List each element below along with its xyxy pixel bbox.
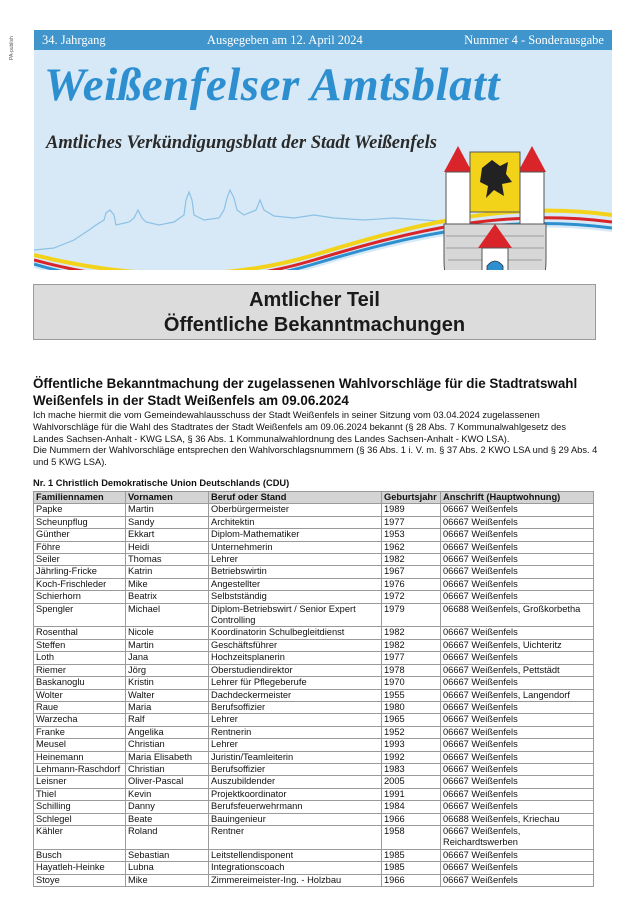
table-row — [34, 763, 594, 775]
cell-vorname: Thomas — [126, 554, 209, 566]
cell-familienname: Spengler — [34, 603, 126, 627]
cell-geburtsjahr: 1983 — [382, 763, 441, 775]
cell-vorname: Maria — [126, 701, 209, 713]
cell-anschrift: 06667 Weißenfels — [441, 862, 594, 874]
cell-vorname: Danny — [126, 801, 209, 813]
cell-anschrift: 06667 Weißenfels, Reichardtswerben — [441, 825, 594, 849]
cell-anschrift: 06688 Weißenfels, Kriechau — [441, 813, 594, 825]
cell-geburtsjahr: 1958 — [382, 825, 441, 849]
masthead-title: Weißenfelser Amtsblatt — [44, 59, 501, 111]
table-row — [34, 813, 594, 825]
cell-vorname: Jana — [126, 652, 209, 664]
cell-vorname: Christian — [126, 739, 209, 751]
intro-paragraph-1: Ich mache hiermit die vom Gemeindewahlausschuss der Stadt Weißenfels in seiner Sitzung vom 03.04.2024 zugelassenen Wahlvorschläge für die Wahl des Stadtrates der Stadt Weißenfels am 09.06.2024 bekannt (§ 28 Abs. 7 Kommunalwahlgesetz des Landes Sachsen-Anhalt - KWG LSA, § 36 Abs. 1 Kommunalwahlordnung des Landes Sachsen-Anhalt - KWO LSA). — [33, 410, 566, 444]
cell-anschrift: 06667 Weißenfels — [441, 566, 594, 578]
cell-anschrift: 06667 Weißenfels — [441, 541, 594, 553]
table-row — [34, 516, 594, 528]
coat-of-arms-icon — [440, 140, 550, 270]
cell-vorname: Ralf — [126, 714, 209, 726]
table-row — [34, 825, 594, 849]
cell-familienname: Thiel — [34, 788, 126, 800]
cell-familienname: Günther — [34, 529, 126, 541]
cell-familienname: Leisner — [34, 776, 126, 788]
table-row — [34, 664, 594, 676]
section-title-line2: Öffentliche Bekanntmachungen — [163, 314, 466, 336]
cell-anschrift: 06667 Weißenfels — [441, 739, 594, 751]
cell-vorname: Sebastian — [126, 849, 209, 861]
cell-vorname: Martin — [126, 639, 209, 651]
cell-anschrift: 06667 Weißenfels — [441, 726, 594, 738]
table-header-row — [34, 492, 594, 504]
table-row — [34, 504, 594, 516]
table-row — [34, 739, 594, 751]
cell-beruf: Unternehmerin — [209, 541, 382, 553]
cell-anschrift: 06667 Weißenfels — [441, 776, 594, 788]
section-title-line1: Amtlicher Teil — [249, 289, 380, 311]
table-row — [34, 627, 594, 639]
side-publisher-code: PA-publish — [9, 36, 15, 60]
cell-beruf: Hochzeitsplanerin — [209, 652, 382, 664]
cell-vorname: Walter — [126, 689, 209, 701]
cell-anschrift: 06667 Weißenfels — [441, 788, 594, 800]
cell-geburtsjahr: 1980 — [382, 701, 441, 713]
cell-geburtsjahr: 1985 — [382, 849, 441, 861]
cell-vorname: Martin — [126, 504, 209, 516]
cell-geburtsjahr: 1952 — [382, 726, 441, 738]
cell-vorname: Christian — [126, 763, 209, 775]
cell-beruf: Bauingenieur — [209, 813, 382, 825]
cell-beruf: Leitstellendisponent — [209, 849, 382, 861]
cell-beruf: Angestellter — [209, 578, 382, 590]
table-row — [34, 701, 594, 713]
cell-vorname: Mike — [126, 578, 209, 590]
cell-beruf: Berufsfeuerwehrmann — [209, 801, 382, 813]
cell-beruf: Lehrer — [209, 554, 382, 566]
cell-anschrift: 06667 Weißenfels — [441, 701, 594, 713]
cell-beruf: Architektin — [209, 516, 382, 528]
cell-beruf: Oberbürgermeister — [209, 504, 382, 516]
table-row — [34, 849, 594, 861]
cell-geburtsjahr: 1979 — [382, 603, 441, 627]
cell-vorname: Nicole — [126, 627, 209, 639]
table-row — [34, 529, 594, 541]
cell-beruf: Projektkoordinator — [209, 788, 382, 800]
cell-anschrift: 06667 Weißenfels — [441, 751, 594, 763]
cell-anschrift: 06667 Weißenfels — [441, 578, 594, 590]
header-beruf: Beruf oder Stand — [209, 492, 382, 504]
cell-beruf: Rentner — [209, 825, 382, 849]
cell-familienname: Kähler — [34, 825, 126, 849]
cell-beruf: Zimmereimeister-Ing. - Holzbau — [209, 874, 382, 886]
volume-label: 34. Jahrgang — [42, 32, 106, 47]
cell-beruf: Geschäftsführer — [209, 639, 382, 651]
cell-anschrift: 06667 Weißenfels — [441, 874, 594, 886]
candidates-table — [33, 491, 594, 887]
cell-geburtsjahr: 1953 — [382, 529, 441, 541]
cell-vorname: Kristin — [126, 677, 209, 689]
cell-geburtsjahr: 1972 — [382, 591, 441, 603]
cell-geburtsjahr: 1966 — [382, 874, 441, 886]
cell-familienname: Baskanoglu — [34, 677, 126, 689]
cell-familienname: Hayatleh-Heinke — [34, 862, 126, 874]
cell-geburtsjahr: 2005 — [382, 776, 441, 788]
cell-vorname: Oliver-Pascal — [126, 776, 209, 788]
cell-vorname: Jörg — [126, 664, 209, 676]
cell-geburtsjahr: 1982 — [382, 639, 441, 651]
cell-geburtsjahr: 1965 — [382, 714, 441, 726]
table-row — [34, 554, 594, 566]
cell-anschrift: 06688 Weißenfels, Großkorbetha — [441, 603, 594, 627]
cell-familienname: Heinemann — [34, 751, 126, 763]
cell-anschrift: 06667 Weißenfels — [441, 801, 594, 813]
table-row — [34, 566, 594, 578]
article-intro — [33, 410, 598, 469]
section-heading-box — [33, 284, 596, 340]
cell-geburtsjahr: 1977 — [382, 516, 441, 528]
table-row — [34, 652, 594, 664]
cell-familienname: Rosenthal — [34, 627, 126, 639]
cell-geburtsjahr: 1966 — [382, 813, 441, 825]
cell-vorname: Katrin — [126, 566, 209, 578]
cell-vorname: Sandy — [126, 516, 209, 528]
masthead-subtitle: Amtliches Verkündigungsblatt der Stadt Weißenfels — [46, 133, 437, 153]
issue-bar — [34, 30, 612, 50]
cell-anschrift: 06667 Weißenfels — [441, 849, 594, 861]
cell-beruf: Lehrer — [209, 714, 382, 726]
intro-paragraph-2: Die Nummern der Wahlvorschläge entsprechen den Wahlvorschlagsnummern (§ 36 Abs. 1 i. V. m. § 37 Abs. 2 KWO LSA und § 29 Abs. 4 und 5 KWG LSA). — [33, 445, 598, 468]
cell-beruf: Juristin/Teamleiterin — [209, 751, 382, 763]
cell-vorname: Kevin — [126, 788, 209, 800]
cell-vorname: Roland — [126, 825, 209, 849]
table-row — [34, 541, 594, 553]
cell-anschrift: 06667 Weißenfels, Langendorf — [441, 689, 594, 701]
cell-geburtsjahr: 1982 — [382, 627, 441, 639]
cell-familienname: Wolter — [34, 689, 126, 701]
table-row — [34, 578, 594, 590]
cell-beruf: Rentnerin — [209, 726, 382, 738]
cell-familienname: Franke — [34, 726, 126, 738]
cell-beruf: Diplom-Mathematiker — [209, 529, 382, 541]
candidates-body — [34, 504, 594, 887]
table-row — [34, 874, 594, 886]
cell-vorname: Heidi — [126, 541, 209, 553]
cell-beruf: Oberstudiendirektor — [209, 664, 382, 676]
cell-familienname: Jährling-Fricke — [34, 566, 126, 578]
cell-familienname: Schilling — [34, 801, 126, 813]
table-row — [34, 603, 594, 627]
cell-anschrift: 06667 Weißenfels — [441, 554, 594, 566]
cell-beruf: Diplom-Betriebswirt / Senior Expert Controlling — [209, 603, 382, 627]
cell-anschrift: 06667 Weißenfels — [441, 591, 594, 603]
cell-beruf: Lehrer für Pflegeberufe — [209, 677, 382, 689]
cell-beruf: Berufsoffizier — [209, 701, 382, 713]
table-row — [34, 639, 594, 651]
cell-beruf: Dachdeckermeister — [209, 689, 382, 701]
cell-anschrift: 06667 Weißenfels — [441, 504, 594, 516]
cell-geburtsjahr: 1989 — [382, 504, 441, 516]
cell-familienname: Loth — [34, 652, 126, 664]
header-vornamen: Vornamen — [126, 492, 209, 504]
cell-familienname: Scheunpflug — [34, 516, 126, 528]
table-row — [34, 726, 594, 738]
cell-vorname: Angelika — [126, 726, 209, 738]
cell-anschrift: 06667 Weißenfels — [441, 627, 594, 639]
cell-geburtsjahr: 1967 — [382, 566, 441, 578]
table-row — [34, 591, 594, 603]
cell-vorname: Mike — [126, 874, 209, 886]
table-row — [34, 862, 594, 874]
cell-geburtsjahr: 1982 — [382, 554, 441, 566]
cell-familienname: Koch-Frischleder — [34, 578, 126, 590]
cell-familienname: Seiler — [34, 554, 126, 566]
cell-familienname: Warzecha — [34, 714, 126, 726]
masthead — [34, 50, 612, 270]
cell-geburtsjahr: 1962 — [382, 541, 441, 553]
cell-vorname: Michael — [126, 603, 209, 627]
cell-vorname: Beatrix — [126, 591, 209, 603]
table-row — [34, 801, 594, 813]
cell-familienname: Meusel — [34, 739, 126, 751]
cell-familienname: Schlegel — [34, 813, 126, 825]
cell-beruf: Lehrer — [209, 739, 382, 751]
cell-beruf: Betriebswirtin — [209, 566, 382, 578]
cell-geburtsjahr: 1970 — [382, 677, 441, 689]
cell-geburtsjahr: 1955 — [382, 689, 441, 701]
header-geburtsjahr: Geburtsjahr — [382, 492, 441, 504]
header-anschrift: Anschrift (Hauptwohnung) — [441, 492, 594, 504]
cell-vorname: Maria Elisabeth — [126, 751, 209, 763]
cell-beruf: Koordinatorin Schulbegleitdienst — [209, 627, 382, 639]
cell-geburtsjahr: 1991 — [382, 788, 441, 800]
cell-geburtsjahr: 1978 — [382, 664, 441, 676]
cell-anschrift: 06667 Weißenfels, Uichteritz — [441, 639, 594, 651]
cell-beruf: Auszubildender — [209, 776, 382, 788]
cell-vorname: Ekkart — [126, 529, 209, 541]
cell-familienname: Lehmann-Raschdorf — [34, 763, 126, 775]
party-heading: Nr. 1 Christlich Demokratische Union Deutschlands (CDU) — [33, 478, 290, 488]
cell-familienname: Papke — [34, 504, 126, 516]
table-row — [34, 788, 594, 800]
skyline-outline — [34, 190, 484, 250]
cell-geburtsjahr: 1977 — [382, 652, 441, 664]
cell-geburtsjahr: 1985 — [382, 862, 441, 874]
cell-geburtsjahr: 1992 — [382, 751, 441, 763]
issue-date: Ausgegeben am 12. April 2024 — [206, 32, 363, 47]
cell-geburtsjahr: 1984 — [382, 801, 441, 813]
cell-familienname: Föhre — [34, 541, 126, 553]
table-row — [34, 776, 594, 788]
cell-geburtsjahr: 1993 — [382, 739, 441, 751]
table-row — [34, 689, 594, 701]
table-row — [34, 677, 594, 689]
cell-familienname: Busch — [34, 849, 126, 861]
cell-vorname: Beate — [126, 813, 209, 825]
cell-familienname: Steffen — [34, 639, 126, 651]
article-headline: Öffentliche Bekanntmachung der zugelassenen Wahlvorschläge für die Stadtratswahl Weißenfels in der Stadt Weißenfels am 09.06.2024 — [33, 376, 578, 408]
table-row — [34, 751, 594, 763]
cell-familienname: Schierhorn — [34, 591, 126, 603]
cell-anschrift: 06667 Weißenfels, Pettstädt — [441, 664, 594, 676]
cell-beruf: Berufsoffizier — [209, 763, 382, 775]
cell-familienname: Raue — [34, 701, 126, 713]
cell-anschrift: 06667 Weißenfels — [441, 763, 594, 775]
cell-geburtsjahr: 1976 — [382, 578, 441, 590]
cell-anschrift: 06667 Weißenfels — [441, 652, 594, 664]
issue-number: Nummer 4 - Sonderausgabe — [464, 32, 604, 47]
cell-vorname: Lubna — [126, 862, 209, 874]
cell-anschrift: 06667 Weißenfels — [441, 516, 594, 528]
table-row — [34, 714, 594, 726]
header-familiennamen: Familiennamen — [34, 492, 126, 504]
cell-anschrift: 06667 Weißenfels — [441, 677, 594, 689]
cell-beruf: Selbstständig — [209, 591, 382, 603]
cell-beruf: Integrationscoach — [209, 862, 382, 874]
cell-anschrift: 06667 Weißenfels — [441, 714, 594, 726]
cell-familienname: Stoye — [34, 874, 126, 886]
cell-anschrift: 06667 Weißenfels — [441, 529, 594, 541]
cell-familienname: Riemer — [34, 664, 126, 676]
